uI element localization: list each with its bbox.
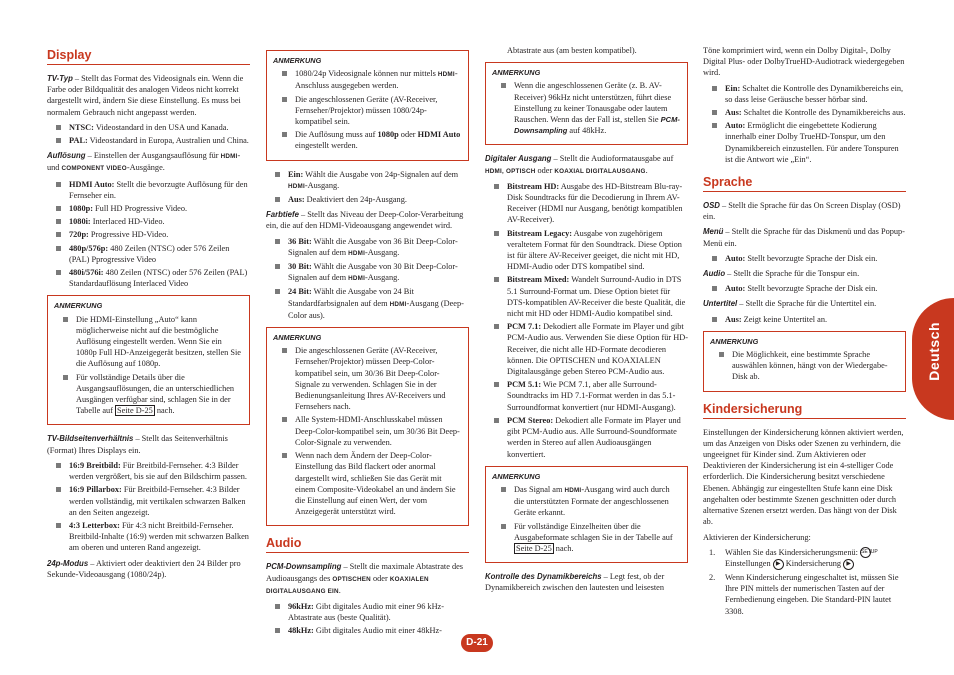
display-heading: Display [47, 48, 250, 65]
list-item: Aus: Deaktiviert den 24p-Ausgang. [266, 194, 469, 205]
steps-list [703, 547, 906, 617]
column-1 [47, 38, 250, 584]
list-item: Auto: Ermöglicht die eingebettete Kodierung innerhalb einer Dolby TrueHD-Tonspur, um den Dynamikbereich einzustellen. Für andere Tonspuren ist die Antwort wie „Ein“. [703, 120, 906, 165]
list-item: 36 Bit: Wählt die Ausgabe von 36 Bit Deep-Color-Signalen auf dem HDMI-Ausgang. [266, 236, 469, 259]
list-item: Bitstream HD: Ausgabe des HD-Bitstream Blu-ray-Disk Soundtracks für die Decodierung in Ihrem AV-Receiver (HDMI nur Ausgang, benötigt kompatiblen AV-Receiver). [485, 181, 688, 226]
setup-button-icon: SETUP [860, 547, 871, 558]
language-tab: Deutsch [912, 298, 954, 420]
pcm-list [266, 601, 469, 637]
list-item: PCM 5.1: Wie PCM 7.1, aber alle Surround-Soundtracks im HD 7.1-Format werden in das 5.1-Surroundformat konvertiert (nur HDMI-Ausgang). [485, 379, 688, 413]
continued-text: Abtastrate aus (am besten kompatibel). [507, 46, 637, 55]
note-box-language: ANMERKUNG Die Möglichkeit, eine bestimmte Sprache auswählen können, hängt von der Wiedergabe-Disk ab. [703, 331, 906, 392]
list-item: Bitstream Legacy: Ausgabe von zugehörigem veraltetem Format für den Soundtrack. Diese Option ist für ältere AV-Receiver geeiget, die nicht mit HD, HDMI-Audio oder DTS kompatibel sind. [485, 228, 688, 273]
sprache-heading: Sprache [703, 175, 906, 192]
list-item: 480p/576p: 480 Zeilen (NTSC) oder 576 Zeilen (PAL) Pprogressive Video [47, 243, 250, 265]
note-box-digital: ANMERKUNG Das Signal am HDMI-Ausgang wird auch durch die unterstützten Formate der angeschlossenen Geräte erkannt. Für vollständige Einzelheiten über die Ausgabeformate schlagen Sie in der Tabelle auf Seite D-25 nach. [485, 466, 688, 563]
list-item: Alle System-HDMI-Anschlusskabel müssen Deep-Color-kompatibel sein, um 30/36 Bit Deep-Color-Signale zu verwenden. [273, 414, 462, 448]
list-item: Das Signal am HDMI-Ausgang wird auch durch die unterstützten Formate der angeschlossenen Geräte erkannt. [492, 484, 681, 519]
list-item: 96kHz: Gibt digitales Audio mit einer 96 kHz-Abtastrate aus (beste Qualität). [266, 601, 469, 623]
arrow-right-icon: ▶ [773, 559, 784, 570]
list-item: PAL: Videostandard in Europa, Australien und China. [47, 135, 250, 146]
p24-para: 24p-Modus – Aktiviert oder deaktiviert den 24 Bilder pro Sekunde-Videoausgang (1080/24p). [47, 558, 241, 579]
depth-para: Farbtiefe – Stellt das Niveau der Deep-Color-Verarbeitung ein, die auf den HDMI-Videoausgang angewendet wird. [266, 210, 464, 231]
list-item: HDMI Auto: Stellt die bevorzugte Auflösung für den Fernseher ein. [47, 179, 250, 201]
kindersicherung-heading: Kindersicherung [703, 402, 906, 419]
list-item: Die HDMI-Einstellung „Auto“ kann möglicherweise nicht auf die bestmögliche Auflösung eingestellt werden. Wenn Sie ein 1080p Full HD-Anzeigegerät besitzen, stellen Sie die Auflösung auf 1080p. [54, 314, 243, 370]
continued-text: Töne komprimiert wird, wenn ein Dolby Digital-, Dolby Digital Plus- oder DolbyTrueHD-Audiotrack wiedergegeben wird. [703, 46, 905, 78]
depth-list [266, 236, 469, 321]
list-item: Für vollständige Einzelheiten über die Ausgabeformate schlagen Sie in der Tabelle auf Seite D-25 nach. [492, 521, 681, 555]
list-item: 1. Wählen Sie das Kindersicherungsmenü: SETUP Einstellungen ▶ Kindersicherung ▶ [709, 547, 878, 569]
list-item: Die angeschlossenen Geräte (AV-Receiver, Fernseher/Projektor) müssen 1080/24p-kompatibel sein. [273, 94, 462, 128]
list-item: NTSC: Videostandard in den USA und Kanada. [47, 122, 250, 133]
note-box-24p: ANMERKUNG 1080/24p Videosignale können nur mittels HDMI-Anschluss ausgegeben werden. Die angeschlossenen Geräte (AV-Receiver, Fernseher/Projektor) müssen 1080/24p-kompatibel sein. Die Auflösung muss auf 1080p oder HDMI Auto eingestellt werden. [266, 50, 469, 161]
dynamic-range-list [703, 83, 906, 165]
page-number: D-21 [461, 634, 493, 652]
list-item: 24 Bit: Wählt die Ausgabe von 24 Bit Standardfarbsignalen auf dem HDMI-Ausgang (Deep-Color aus). [266, 286, 469, 321]
page-ref-link[interactable]: Seite D-25 [117, 406, 153, 416]
list-item: 2. Wenn Kindersicherung eingeschaltet ist, müssen Sie Ihre PIN mittels der numerischen Tasten auf der Fernbedienung eingeben. Die Standard-PIN lautet 3308. [709, 572, 899, 616]
column-3 [485, 45, 688, 598]
p24-options [266, 169, 469, 206]
osd-para: OSD – Stellt die Sprache für das On Screen Display (OSD) ein. [703, 201, 901, 222]
column-2 [266, 48, 469, 641]
pcm-para: PCM-Downsampling – Stellt die maximale Abtastrate des Audioausgangs des OPTISCHEN oder KOAXIALEN DIGITALAUSGANG EIN. [266, 562, 464, 595]
digital-out-para: Digitaler Ausgang – Stellt die Audioformatausgabe auf HDMI, OPTISCH oder KOAXIAL DIGITALAUSGANG. [485, 154, 674, 175]
list-item: PCM Stereo: Dekodiert alle Formate im Player und gibt PCM-Audio aus. Alle Surround-Soundformate werden in Stereo auf allen Audioausgängen konvertiert. [485, 415, 688, 460]
list-item: 480i/576i: 480 Zeilen (NTSC) oder 576 Zeilen (PAL) Standardauflösung Interlaced Video [47, 267, 250, 289]
aspect-list [47, 460, 250, 554]
tv-type-para: TV-Typ – Stellt das Format des Videosignals ein. Wenn die Farbe oder Bildqualität des analogen Videos nicht korrekt dargestellt wird, ändern Sie diese Einstellung. Es muss bei normalem Gebrauch nicht angepasst werden. [47, 74, 244, 117]
list-item: Wenn die angeschlossenen Geräte (z. B. AV-Receiver) 96kHz nicht unterstützen, führt diese Einstellung zu keiner Tonausgabe oder lautem Rauschen. Wenn das der Fall ist, stellen Sie PCM-Downsampling auf 48kHz. [492, 80, 681, 136]
list-item: Ein: Wählt die Ausgabe von 24p-Signalen auf dem HDMI-Ausgang. [266, 169, 469, 192]
list-item: Aus: Zeigt keine Untertitel an. [703, 314, 906, 325]
activate-para: Aktivieren der Kindersicherung: [703, 532, 811, 542]
menu-para: Menü – Stellt die Sprache für das Diskmenü und das Popup-Menü ein. [703, 227, 905, 248]
list-item: 30 Bit: Wählt die Ausgabe von 30 Bit Deep-Color-Signalen auf dem HDMI-Ausgang. [266, 261, 469, 284]
list-item: 48kHz: Gibt digitales Audio mit einer 48kHz- [266, 625, 469, 636]
list-item: 1080/24p Videosignale können nur mittels HDMI-Anschluss ausgegeben werden. [273, 68, 462, 91]
note-box-depth: ANMERKUNG Die angeschlossenen Geräte (AV-Receiver, Fernseher/Projektor) müssen Deep-Color-kompatibel sein, um 30/36 Bit Deep-Color-Signale zu verwenden. Schlagen Sie in der Bedienungsanleitung Ihres AV-Receivers und Fernsehers nach. Alle System-HDMI-Anschlusskabel müssen Deep-Color-kompatibel sein, um 30/36 Bit Deep-Color-Signale zu verwenden. Wenn nach dem Ändern der Deep-Color-Einstellung das Bild flackert oder anormal dargestellt wird, schließen Sie das Gerät mit einem Composite-Videokabel an und ändern Sie die Einstellung auf einen Wert, der vom Anzeigegerät unterstützt wird. [266, 327, 469, 526]
list-item: 16:9 Pillarbox: Für Breitbild-Fernseher. 4:3 Bilder werden vollständig, mit vertikalen schwarzen Balken an den Seiten angezeigt. [47, 484, 250, 518]
subtitle-para: Untertitel – Stellt die Sprache für die Untertitel ein. [703, 299, 877, 309]
list-item: 1080i: Interlaced HD-Video. [47, 216, 250, 227]
audio-heading: Audio [266, 536, 469, 553]
list-item: Die Auflösung muss auf 1080p oder HDMI Auto eingestellt werden. [273, 129, 462, 151]
note-box-resolution: ANMERKUNG Die HDMI-Einstellung „Auto“ kann möglicherweise nicht auf die bestmögliche Auflösung eingestellt werden. Wenn Sie ein 1080p Full HD-Anzeigegerät besitzen, stellen Sie die Auflösung auf 1080p. Für vollständige Details über die Ausgangsauflösungen, die an unterschiedlichen Ausgängen verfügbar sind, schlagen Sie in der Tabelle auf Seite D-25 nach. [47, 295, 250, 425]
list-item: Für vollständige Details über die Ausgangsauflösungen, die an unterschiedlichen Ausgängen verfügbar sind, schlagen Sie in der Tabelle auf Seite D-25 nach. [54, 372, 243, 417]
page-ref-link[interactable]: Seite D-25 [516, 543, 552, 553]
list-item: 720p: Progressive HD-Video. [47, 229, 250, 240]
list-item: Die angeschlossenen Geräte (AV-Receiver, Fernseher/Projektor) müssen Deep-Color-kompatibel sein, um 30/36 Bit Deep-Color-Signale zu verwenden. Schlagen Sie in der Bedienungsanleitung Ihres AV-Receivers und Fernsehers nach. [273, 345, 462, 412]
list-item: 4:3 Letterbox: Für 4:3 nicht Breitbild-Fernseher. Breitbild-Inhalte (16:9) werden mit schwarzen Balken am oberen und unteren Rand angezeigt. [47, 520, 250, 554]
list-item: Wenn nach dem Ändern der Deep-Color-Einstellung das Bild flackert oder anormal dargestellt wird, schließen Sie das Gerät mit einem Composite-Videokabel an und ändern Sie die Einstellung auf einen Wert, der vom Anzeigegerät unterstützt wird. [273, 450, 462, 517]
kinder-para: Einstellungen der Kindersicherung können aktiviert werden, um das Anzeigen von Disks oder Szenen zu verhindern, die ungeeignet für Kinder sind. Zum Aktivieren oder Deaktivieren der Kindersicherung ist ein 4-stelliger Code erforderlich. Die Kindersicherung besitzt verschiedene Ebenen. Abhängig zur eingestellten Stufe kann eine Disk angehalten oder bestimmte Szenen geschnitten oder durch alternative Szenen ersetzt werden. Das hängt von der Disk ab. [703, 427, 904, 527]
column-4 [703, 45, 906, 619]
resolution-para: Auflösung – Einstellen der Ausgangsauflösung für HDMI- und COMPONENT VIDEO-Ausgänge. [47, 151, 241, 173]
digital-out-list [485, 181, 688, 460]
list-item: 1080p: Full HD Progressive Video. [47, 203, 250, 214]
dynamic-range-para: Kontrolle des Dynamikbereichs – Legt fest, ob der Dynamikbereich zwischen den lautesten und leisesten [485, 572, 665, 593]
arrow-right-icon: ▶ [843, 559, 854, 570]
list-item: PCM 7.1: Dekodiert alle Formate im Player und gibt PCM-Audio aus. Verwenden Sie diese Option für HD-Receiver, die nicht alle HD-Formate decodieren können. Die OPTISCHEN und KOAXIALEN Digitalausgänge geben Stereo PCM-Audio aus. [485, 321, 688, 377]
list-item: 16:9 Breitbild: Für Breitbild-Fernseher. 4:3 Bilder werden vergrößert, bis sie auf den Bildschirm passen. [47, 460, 250, 482]
list-item: Ein: Schaltet die Kontrolle des Dynamikbereichs ein, so dass leise Geräusche besser hörbar sind. [703, 83, 906, 105]
list-item: Auto: Stellt bevorzugte Sprache der Disk ein. [703, 253, 906, 264]
list-item: Bitstream Mixed: Wandelt Surround-Audio in DTS 5.1 Surround-Format um. Diese Option bietet für DTS-kompatiblen AV-Receiver die beste Qualität, die nicht mit HD oder HDMI-Audio kompatibel sind. [485, 274, 688, 319]
audio-lang-para: Audio – Stellt die Sprache für die Tonspur ein. [703, 269, 860, 279]
tv-type-list [47, 122, 250, 146]
note-box-pcm: ANMERKUNG Wenn die angeschlossenen Geräte (z. B. AV-Receiver) 96kHz nicht unterstützen, führt diese Einstellung zu keiner Tonausgabe oder lautem Rauschen. Wenn das der Fall ist, stellen Sie PCM-Downsampling auf 48kHz. [485, 62, 688, 145]
aspect-para: TV-Bildseitenverhältnis – Stellt das Seitenverhältnis (Format) Ihres Displays ein. [47, 434, 228, 455]
resolution-list [47, 179, 250, 290]
list-item: Aus: Schaltet die Kontrolle des Dynamikbereichs aus. [703, 107, 906, 118]
list-item: Auto: Stellt bevorzugte Sprache der Disk ein. [703, 283, 906, 294]
list-item: Die Möglichkeit, eine bestimmte Sprache auswählen können, hängt von der Wiedergabe-Disk ab. [710, 349, 899, 383]
